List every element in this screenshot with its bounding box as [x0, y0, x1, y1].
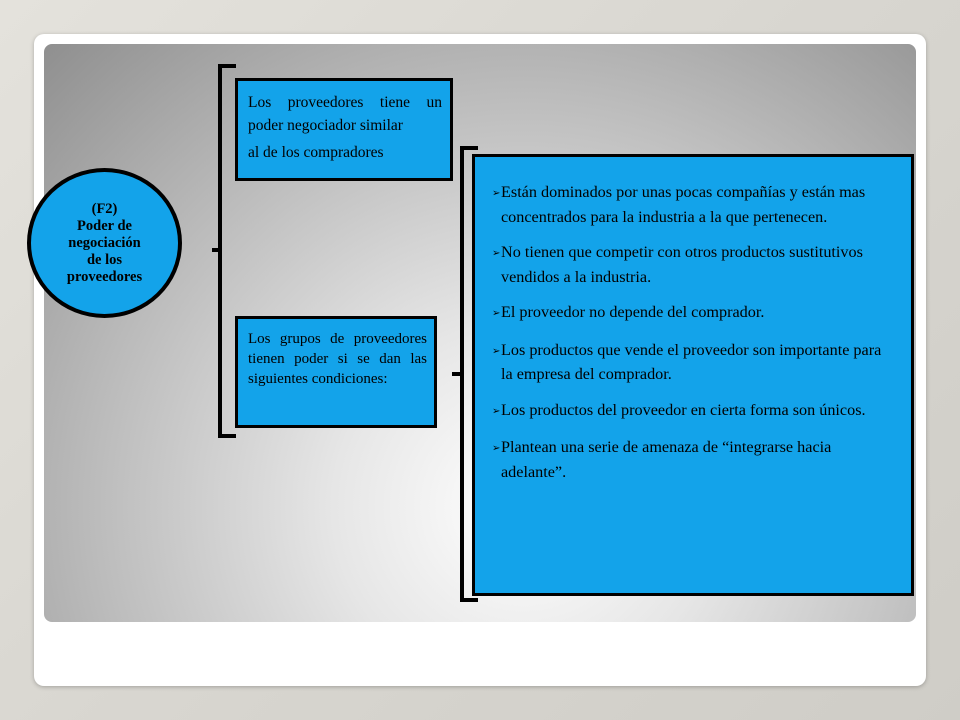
similar-power-text-1: Los proveedores tiene un poder negociador similar — [248, 94, 442, 134]
arrow-bullet-icon: ➢ — [492, 443, 501, 454]
ellipse-line-4: proveedores — [66, 268, 143, 285]
conditions-list-box — [472, 154, 914, 596]
condition-item — [484, 241, 885, 288]
condition-text: El proveedor no depende del comprador. — [501, 303, 765, 321]
arrow-bullet-icon: ➢ — [492, 345, 501, 357]
condition-text: Están dominados por unas pocas compañías y están mas concentrados para la industria a la que pertenecen. — [501, 183, 866, 226]
supplier-power-ellipse — [27, 168, 182, 318]
condition-text: Los productos que vende el proveedor son importante para la empresa del comprador. — [501, 340, 882, 383]
ellipse-line-2: negociación — [68, 234, 141, 251]
conditions-intro-text: Los grupos de proveedores tienen poder si se dan las siguientes condiciones: — [248, 331, 427, 387]
ellipse-line-3: de los — [86, 251, 123, 268]
ellipse-line-code: (F2) — [91, 200, 118, 217]
arrow-bullet-icon: ➢ — [492, 188, 501, 199]
conditions-intro-box — [235, 316, 437, 428]
condition-item — [484, 436, 885, 483]
arrow-bullet-icon: ➢ — [492, 248, 501, 259]
condition-item — [484, 399, 885, 424]
condition-text: Plantean una serie de amenaza de “integrarse hacia adelante”. — [501, 438, 832, 481]
condition-item — [484, 339, 885, 386]
ellipse-line-1: Poder de — [77, 217, 132, 234]
condition-item — [484, 181, 885, 228]
similar-power-text-2: al de los compradores — [248, 144, 384, 161]
condition-text: No tienen que competir con otros productos sustitutivos vendidos a la industria. — [501, 243, 863, 286]
similar-power-box — [235, 78, 453, 181]
arrow-bullet-icon: ➢ — [492, 405, 501, 417]
condition-item — [484, 301, 885, 326]
condition-text: Los productos del proveedor en cierta forma son únicos. — [501, 400, 866, 419]
arrow-bullet-icon: ➢ — [492, 308, 501, 319]
